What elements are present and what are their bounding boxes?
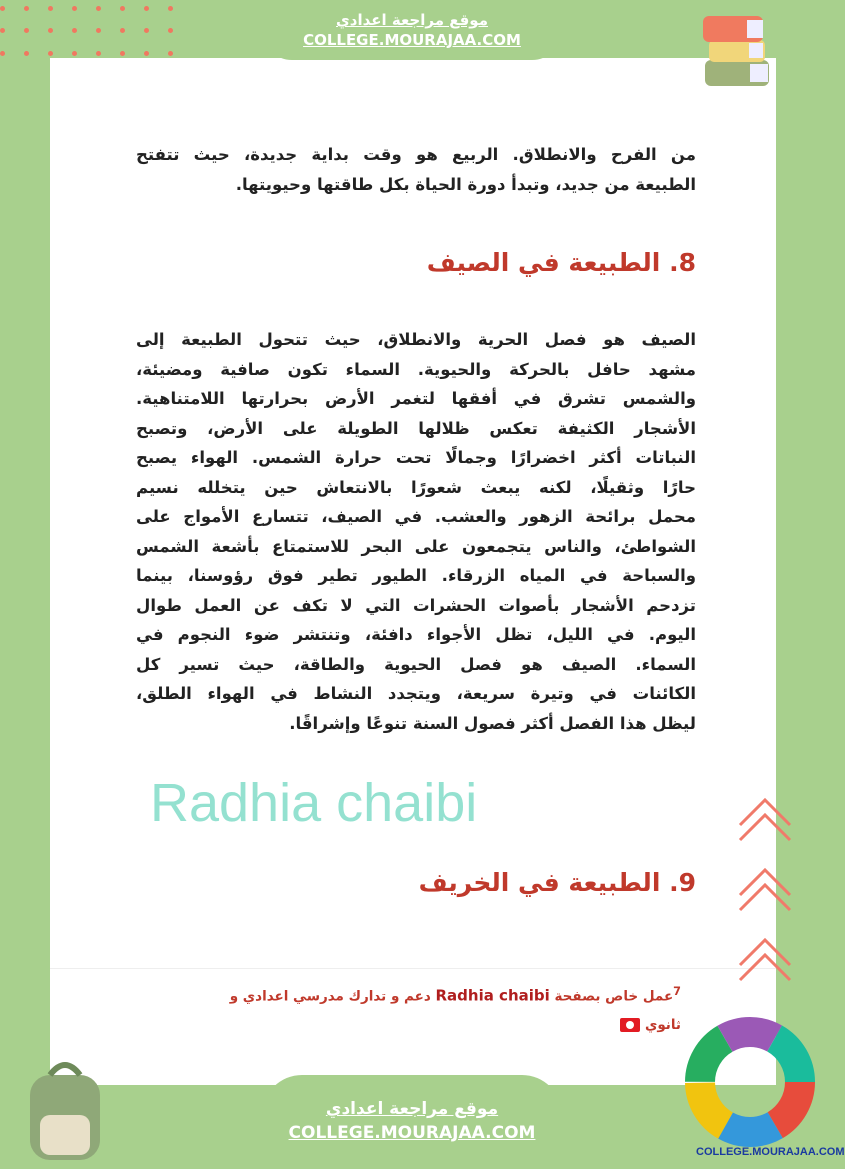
decorative-dot xyxy=(72,51,77,56)
section-9-heading: 9. الطبيعة في الخريف xyxy=(418,868,696,897)
decorative-dot xyxy=(48,6,53,11)
header-site-url[interactable]: COLLEGE.MOURAJAA.COM xyxy=(303,31,521,49)
footer-note xyxy=(201,978,681,1039)
section-8-paragraph xyxy=(136,325,696,738)
header-banner[interactable] xyxy=(262,0,562,60)
decorative-dot xyxy=(96,6,101,11)
text-line: والشمس تشرق في أفقها لتغمر الأرض بحرارتها اللامتناهية. xyxy=(136,389,696,408)
text-line: الشواطئ، والناس يتجمعون على البحر للاستمتاع بأشعة الشمس xyxy=(136,536,696,556)
logo-site-label[interactable]: COLLEGE.MOURAJAA.COM xyxy=(696,1146,845,1158)
chevron-up-icon xyxy=(735,930,795,990)
decorative-dot xyxy=(96,28,101,33)
backpack-icon xyxy=(15,1055,115,1165)
decorative-dot xyxy=(168,51,173,56)
decorative-dot xyxy=(144,28,149,33)
intro-paragraph xyxy=(136,140,696,199)
decorative-dot xyxy=(168,6,173,11)
decorative-dot xyxy=(0,28,5,33)
text-line: النباتات أكثر اخضرارًا وجمالًا تحت حرارة الشمس. الهواء يصبح xyxy=(136,448,696,467)
page-number: 7 xyxy=(673,985,681,998)
decorative-dot xyxy=(168,28,173,33)
watermark: Radhia chaibi xyxy=(150,773,478,833)
text-line: الطبيعة من جديد، وتبدأ دورة الحياة بكل طاقتها وحيويتها. xyxy=(235,174,696,194)
decorative-dot xyxy=(48,28,53,33)
decorative-dot xyxy=(24,28,29,33)
footer-site-url[interactable]: COLLEGE.MOURAJAA.COM xyxy=(288,1123,536,1143)
footer-note-text: عمل خاص بصفحة xyxy=(549,988,674,1005)
text-line: الصيف هو فصل الحرية والانطلاق، حيث تتحول الطبيعة إلى xyxy=(136,330,696,349)
decorative-dot xyxy=(24,51,29,56)
text-line: اليوم. في الليل، تظل الأجواء دافئة، وتنتشر ضوء النجوم في xyxy=(136,625,696,644)
text-line: ليظل هذا الفصل أكثر فصول السنة تنوعًا وإشراقًا. xyxy=(289,713,696,733)
decorative-dot xyxy=(48,51,53,56)
footer-note-text: دعم و تدارك مدرسي اعدادي و xyxy=(229,988,436,1005)
college-logo-icon xyxy=(695,1022,805,1142)
text-line: الكائنات في وتيرة سريعة، ويتجدد النشاط في الهواء الطلق، xyxy=(136,684,696,703)
text-line: مشهد حافل بالحركة والحيوية. السماء تكون صافية ومضيئة، xyxy=(136,359,696,379)
decorative-dot xyxy=(72,28,77,33)
text-line: تزدحم الأشجار بأصوات الحشرات التي لا تكف عن العمل طوال xyxy=(136,595,696,615)
chevron-up-icon xyxy=(735,790,795,850)
text-line: محمل برائحة الزهور والعشب. في الصيف، تتسارع الأمواج على xyxy=(136,507,696,526)
chevron-up-icon xyxy=(735,860,795,920)
text-line: السماء. الصيف هو فصل الحيوية والطاقة، حيث تسير كل xyxy=(136,654,696,674)
text-line: والسباحة في المياه الزرقاء. الطيور تطير فوق رؤوسنا، بينما xyxy=(136,566,696,585)
footer-site-arabic: موقع مراجعة اعدادي xyxy=(325,1099,499,1119)
footer-divider xyxy=(50,968,776,969)
footer-banner[interactable] xyxy=(262,1075,562,1169)
decorative-dots xyxy=(0,0,130,55)
decorative-dot xyxy=(0,6,5,11)
section-8-heading: 8. الطبيعة في الصيف xyxy=(426,248,696,277)
decorative-dot xyxy=(72,6,77,11)
decorative-dot xyxy=(96,51,101,56)
tunisia-flag-icon xyxy=(620,1018,640,1032)
text-line: حارًا وثقيلًا، لكنه يبعث شعورًا بالانتعاش حين يتخلله نسيم xyxy=(136,477,696,497)
footer-note-text: ثانوي xyxy=(644,1016,681,1033)
header-site-arabic: موقع مراجعة اعدادي xyxy=(336,11,488,29)
text-line: الأشجار الكثيفة تعكس ظلالها الطويلة على الأرض، وتصبح xyxy=(136,418,696,438)
text-line: من الفرح والانطلاق. الربيع هو وقت بداية جديدة، حيث تتفتح xyxy=(136,145,696,164)
author-name: Radhia chaibi xyxy=(435,986,550,1005)
decorative-dot xyxy=(120,28,125,33)
decorative-dot xyxy=(144,51,149,56)
decorative-dot xyxy=(0,51,5,56)
decorative-dot xyxy=(24,6,29,11)
books-icon xyxy=(695,12,777,92)
decorative-dot xyxy=(144,6,149,11)
decorative-dot xyxy=(120,51,125,56)
decorative-dot xyxy=(120,6,125,11)
